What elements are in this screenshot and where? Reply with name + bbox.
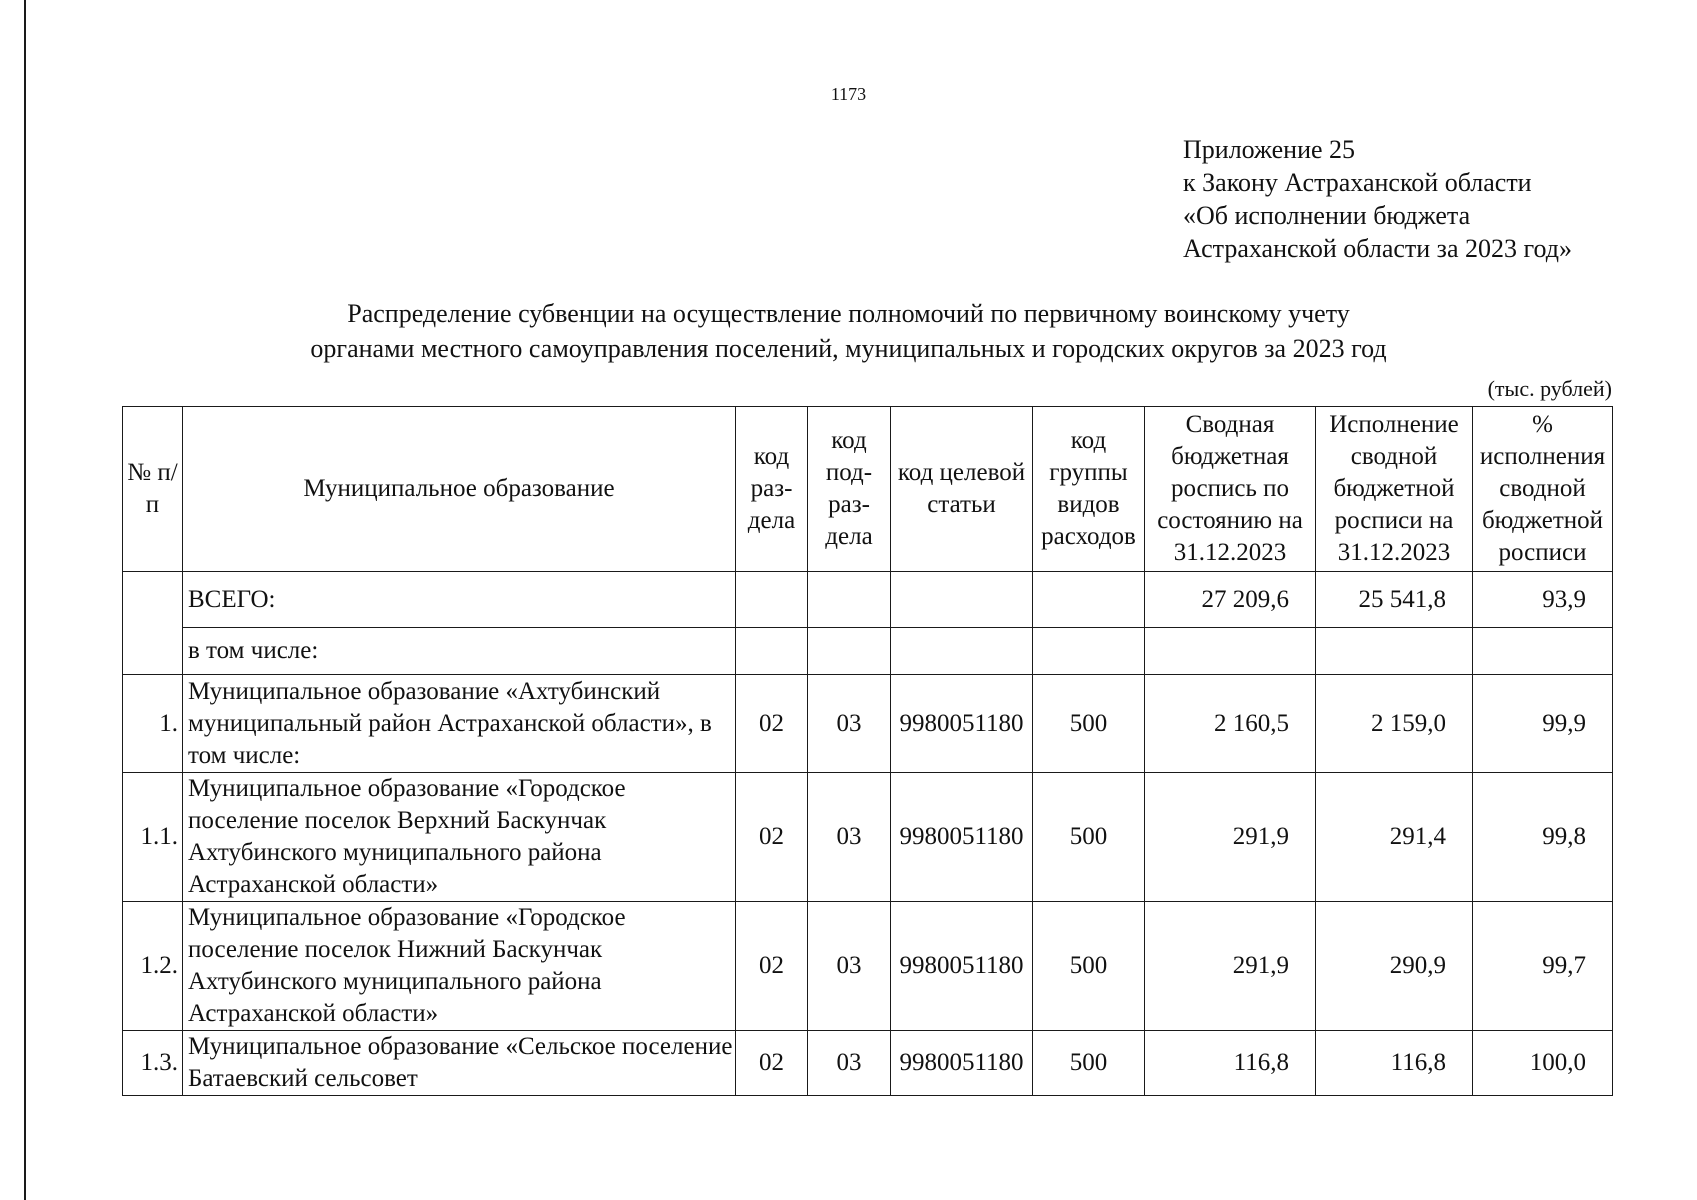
row-subsection: 03 xyxy=(808,1031,891,1096)
row-exec: 116,8 xyxy=(1316,1031,1473,1096)
row-target: 9980051180 xyxy=(891,902,1033,1031)
empty-cell xyxy=(808,572,891,628)
row-name: Муниципальное образование «Сельское поселение Батаевский сельсовет xyxy=(183,1031,736,1096)
row-group: 500 xyxy=(1033,675,1145,773)
row-percent: 99,8 xyxy=(1473,773,1613,902)
appendix-line: Приложение 25 xyxy=(1183,135,1356,164)
empty-cell xyxy=(736,572,808,628)
row-target: 9980051180 xyxy=(891,675,1033,773)
header-plan: Сводная бюджетная роспись по состоянию на 31.12.2023 xyxy=(1145,407,1316,572)
appendix-line: Астраханской области за 2023 год» xyxy=(1183,234,1572,263)
row-num: 1.2. xyxy=(123,902,183,1031)
row-num: 1.3. xyxy=(123,1031,183,1096)
row-section: 02 xyxy=(736,1031,808,1096)
empty-cell xyxy=(891,628,1033,675)
table-row xyxy=(123,902,1613,1031)
row-target: 9980051180 xyxy=(891,1031,1033,1096)
page-number: 1173 xyxy=(830,84,867,104)
total-label: ВСЕГО: xyxy=(183,572,736,628)
page-left-edge xyxy=(24,0,26,1200)
including-row xyxy=(123,628,1613,675)
total-num-cell xyxy=(123,572,183,675)
row-percent: 100,0 xyxy=(1473,1031,1613,1096)
including-label: в том числе: xyxy=(183,628,736,675)
row-num: 1. xyxy=(123,675,183,773)
row-exec: 291,4 xyxy=(1316,773,1473,902)
total-percent: 93,9 xyxy=(1473,572,1613,628)
empty-cell xyxy=(1316,628,1473,675)
empty-cell xyxy=(1033,572,1145,628)
empty-cell xyxy=(808,628,891,675)
header-name: Муниципальное образование xyxy=(183,407,736,572)
row-name: Муниципальное образование «Городское поселение поселок Нижний Баскунчак Ахтубинского муниципального района Астраханской области» xyxy=(183,902,736,1031)
row-subsection: 03 xyxy=(808,902,891,1031)
header-num: № п/п xyxy=(123,407,183,572)
row-subsection: 03 xyxy=(808,675,891,773)
document-title xyxy=(0,296,1697,366)
total-plan: 27 209,6 xyxy=(1145,572,1316,628)
row-group: 500 xyxy=(1033,902,1145,1031)
appendix-line: к Закону Астраханской области xyxy=(1183,168,1532,197)
empty-cell xyxy=(1473,628,1613,675)
table-header-row xyxy=(123,407,1613,572)
header-section: код раз-дела xyxy=(736,407,808,572)
appendix-reference xyxy=(1183,133,1572,265)
table-row xyxy=(123,675,1613,773)
table-row xyxy=(123,1031,1613,1096)
total-row xyxy=(123,572,1613,628)
empty-cell xyxy=(1145,628,1316,675)
row-plan: 116,8 xyxy=(1145,1031,1316,1096)
row-plan: 291,9 xyxy=(1145,902,1316,1031)
row-num: 1.1. xyxy=(123,773,183,902)
header-percent: % исполнения сводной бюджетной росписи xyxy=(1473,407,1613,572)
empty-cell xyxy=(736,628,808,675)
row-plan: 2 160,5 xyxy=(1145,675,1316,773)
row-exec: 290,9 xyxy=(1316,902,1473,1031)
title-line: органами местного самоуправления поселений, муниципальных и городских округов за 2023 год xyxy=(310,334,1387,363)
total-exec: 25 541,8 xyxy=(1316,572,1473,628)
row-name: Муниципальное образование «Городское поселение поселок Верхний Баскунчак Ахтубинского муниципального района Астраханской области» xyxy=(183,773,736,902)
row-plan: 291,9 xyxy=(1145,773,1316,902)
row-exec: 2 159,0 xyxy=(1316,675,1473,773)
row-section: 02 xyxy=(736,902,808,1031)
appendix-line: «Об исполнении бюджета xyxy=(1183,201,1471,230)
row-group: 500 xyxy=(1033,1031,1145,1096)
units-note: (тыс. рублей) xyxy=(1487,376,1612,401)
table-row xyxy=(123,773,1613,902)
row-target: 9980051180 xyxy=(891,773,1033,902)
header-exec: Исполнение сводной бюджетной росписи на 31.12.2023 xyxy=(1316,407,1473,572)
row-name: Муниципальное образование «Ахтубинский муниципальный район Астраханской области», в том числе: xyxy=(183,675,736,773)
row-percent: 99,9 xyxy=(1473,675,1613,773)
distribution-table xyxy=(122,406,1613,1096)
title-line: Распределение субвенции на осуществление полномочий по первичному воинскому учету xyxy=(347,299,1350,328)
row-section: 02 xyxy=(736,675,808,773)
empty-cell xyxy=(891,572,1033,628)
row-section: 02 xyxy=(736,773,808,902)
header-group: код группы видов расходов xyxy=(1033,407,1145,572)
row-percent: 99,7 xyxy=(1473,902,1613,1031)
row-group: 500 xyxy=(1033,773,1145,902)
header-target: код целевой статьи xyxy=(891,407,1033,572)
header-subsection: код под-раз-дела xyxy=(808,407,891,572)
row-subsection: 03 xyxy=(808,773,891,902)
empty-cell xyxy=(1033,628,1145,675)
